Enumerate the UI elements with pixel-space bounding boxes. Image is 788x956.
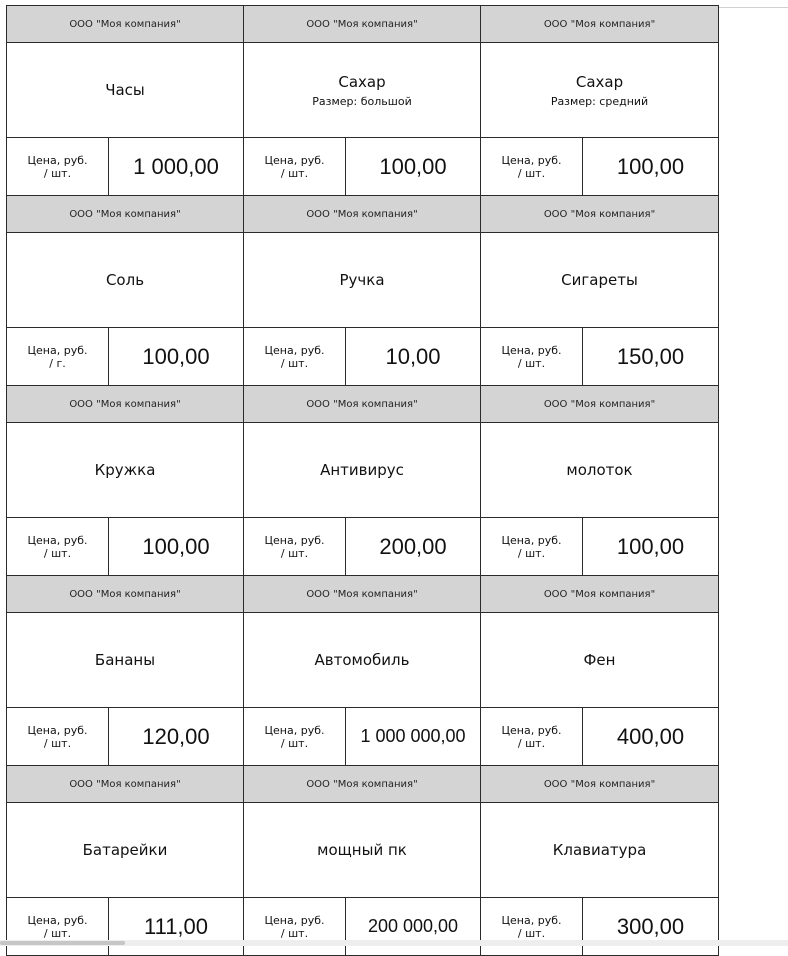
price-value: 400,00 [616, 723, 685, 749]
product-name: Автомобиль [314, 651, 410, 669]
price-row [244, 327, 480, 385]
price-row [481, 327, 718, 385]
product-name: Соль [105, 271, 145, 289]
product-name-box [244, 803, 480, 897]
product-name-box [7, 803, 243, 897]
price-unit-label: Цена, руб. / г. [7, 328, 109, 385]
product-name-box [481, 233, 718, 327]
price-tag [243, 385, 481, 576]
price-tag [6, 195, 244, 386]
product-name-box [244, 233, 480, 327]
product-name-box [7, 233, 243, 327]
price-row [481, 897, 718, 955]
product-name: Антивирус [320, 461, 404, 479]
company-header: ООО "Моя компания" [7, 6, 243, 43]
price-row [7, 517, 243, 575]
company-header: ООО "Моя компания" [7, 386, 243, 423]
price-tag [6, 765, 244, 956]
price-unit-label: Цена, руб. / шт. [244, 518, 346, 575]
product-name: Батарейки [82, 841, 168, 859]
product-name: Сахар [575, 72, 624, 91]
product-name-box [244, 423, 480, 517]
price-row [7, 897, 243, 955]
product-name: Часы [105, 81, 145, 99]
product-name: Клавиатура [552, 841, 647, 859]
price-value: 111,00 [143, 913, 209, 939]
company-header: ООО "Моя компания" [7, 766, 243, 803]
company-header: ООО "Моя компания" [244, 576, 480, 613]
product-name-box [481, 613, 718, 707]
price-unit-label: Цена, руб. / шт. [7, 708, 109, 765]
price-value: 120,00 [142, 723, 210, 749]
product-name-box [481, 43, 718, 137]
company-header: ООО "Моя компания" [481, 576, 718, 613]
price-unit-label: Цена, руб. / шт. [481, 708, 583, 765]
price-row [481, 517, 718, 575]
price-unit-label: Цена, руб. / шт. [7, 138, 109, 195]
price-tag [243, 195, 481, 386]
company-header: ООО "Моя компания" [7, 196, 243, 233]
price-value: 10,00 [385, 343, 441, 369]
price-value: 100,00 [142, 533, 210, 559]
product-name: Ручка [339, 271, 385, 289]
price-value: 200,00 [379, 533, 447, 559]
product-name: Сигареты [561, 271, 638, 289]
price-row [244, 897, 480, 955]
price-unit-label: Цена, руб. / шт. [7, 898, 109, 955]
company-header: ООО "Моя компания" [481, 196, 718, 233]
horizontal-scrollbar[interactable] [0, 940, 788, 946]
price-unit-label: Цена, руб. / шт. [244, 708, 346, 765]
price-tag-sheet [6, 5, 718, 955]
price-row [481, 707, 718, 765]
price-value: 1 000,00 [133, 153, 219, 179]
scrollbar-thumb[interactable] [0, 941, 125, 945]
price-value: 150,00 [616, 343, 685, 369]
price-row [481, 137, 718, 195]
company-header: ООО "Моя компания" [481, 766, 718, 803]
price-tag [6, 575, 244, 766]
price-value: 1 000 000,00 [360, 726, 466, 746]
price-row [7, 327, 243, 385]
price-row [244, 517, 480, 575]
page-edge-line [718, 7, 788, 8]
company-header: ООО "Моя компания" [244, 196, 480, 233]
price-tag [243, 765, 481, 956]
price-unit-label: Цена, руб. / шт. [7, 518, 109, 575]
price-tag [6, 5, 244, 196]
price-row [244, 137, 480, 195]
product-name: Бананы [94, 651, 156, 669]
price-unit-label: Цена, руб. / шт. [481, 328, 583, 385]
price-value: 200 000,00 [367, 916, 459, 936]
product-name: молоток [566, 461, 633, 479]
product-name-box [7, 43, 243, 137]
price-value: 300,00 [616, 913, 685, 939]
product-name: Кружка [94, 461, 156, 479]
price-value: 100,00 [379, 153, 447, 179]
price-tag [480, 5, 719, 196]
product-name-box [244, 43, 480, 137]
company-header: ООО "Моя компания" [244, 6, 480, 43]
company-header: ООО "Моя компания" [7, 576, 243, 613]
price-unit-label: Цена, руб. / шт. [244, 328, 346, 385]
company-header: ООО "Моя компания" [244, 766, 480, 803]
product-name-box [244, 613, 480, 707]
price-unit-label: Цена, руб. / шт. [244, 138, 346, 195]
price-tag [480, 385, 719, 576]
product-name: мощный пк [317, 841, 407, 859]
product-name-box [481, 423, 718, 517]
product-name: Сахар [338, 72, 386, 91]
price-value: 100,00 [616, 533, 685, 559]
company-header: ООО "Моя компания" [481, 6, 718, 43]
product-size: Размер: средний [550, 94, 649, 108]
product-name: Фен [583, 651, 616, 669]
price-unit-label: Цена, руб. / шт. [481, 518, 583, 575]
product-name-box [7, 423, 243, 517]
price-value: 100,00 [616, 153, 685, 179]
price-tag [243, 5, 481, 196]
price-tag [480, 575, 719, 766]
price-tag [480, 195, 719, 386]
price-row [7, 707, 243, 765]
price-tag [6, 385, 244, 576]
price-tag [480, 765, 719, 956]
price-value: 100,00 [142, 343, 210, 369]
price-unit-label: Цена, руб. / шт. [481, 898, 583, 955]
product-name-box [481, 803, 718, 897]
product-size: Размер: большой [312, 94, 412, 108]
company-header: ООО "Моя компания" [481, 386, 718, 423]
price-row [244, 707, 480, 765]
product-name-box [7, 613, 243, 707]
price-unit-label: Цена, руб. / шт. [481, 138, 583, 195]
price-tag [243, 575, 481, 766]
company-header: ООО "Моя компания" [244, 386, 480, 423]
price-unit-label: Цена, руб. / шт. [244, 898, 346, 955]
price-row [7, 137, 243, 195]
